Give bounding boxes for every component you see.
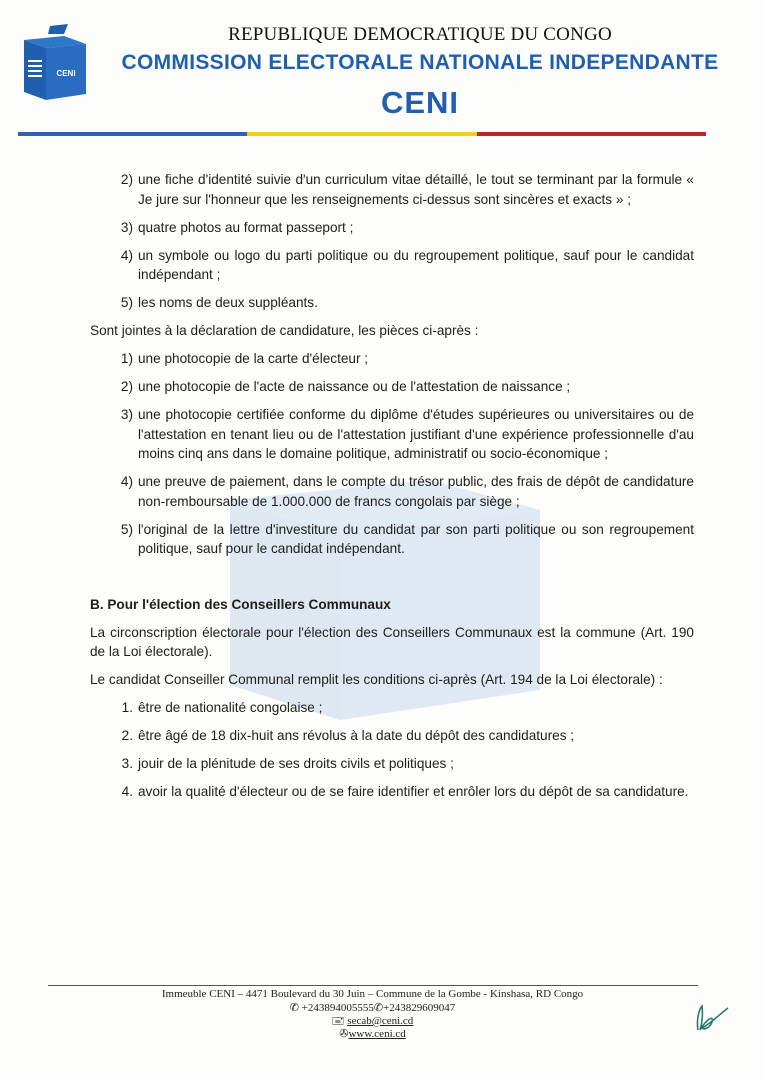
footer-address: Immeuble CENI – 4471 Boulevard du 30 Juin – Commune de la Gombe - Kinshasa, RD Congo	[161, 988, 584, 1000]
footer-email[interactable]: secab@ceni.cd	[347, 1015, 414, 1027]
list-item-text: une photocopie de l'acte de naissance ou de l'attestation de naissance ;	[138, 379, 571, 394]
list-item-text: être de nationalité congolaise ;	[138, 700, 323, 715]
condition-item	[90, 782, 694, 802]
candidature-item	[90, 246, 694, 285]
condition-item	[90, 726, 694, 746]
list-item-number: 5)	[120, 295, 133, 310]
conditions-list	[90, 698, 694, 802]
list-item-text: être âgé de 18 dix-huit ans révolus à la date du dépôt des candidatures ;	[138, 728, 575, 743]
joined-document-item	[90, 377, 694, 397]
joined-document-item	[90, 520, 694, 559]
list-item-number: 4)	[120, 474, 133, 489]
list-item-number: 3)	[120, 407, 133, 422]
footer-website[interactable]: www.ceni.cd	[348, 1028, 406, 1040]
list-item-number: 4)	[120, 247, 133, 263]
list-item-number: 2.	[121, 728, 133, 743]
list-item-number: 1.	[121, 700, 133, 715]
document-body	[90, 170, 694, 810]
joined-document-item	[90, 472, 694, 511]
list-item-text: avoir la qualité d'électeur ou de se faire identifier et enrôler lors du dépôt de sa candidature.	[138, 784, 689, 799]
section-b-paragraph-2: Le candidat Conseiller Communal remplit les conditions ci-après (Art. 194 de la Loi électorale) :	[90, 672, 663, 687]
flag-yellow-segment	[247, 132, 476, 136]
section-b-paragraph-1: La circonscription électorale pour l'élection des Conseillers Communaux est la commune (Art. 190 de la Loi électorale).	[90, 624, 694, 659]
ceni-logo	[20, 22, 90, 102]
commission-name: COMMISSION ELECTORALE NATIONALE INDEPENDANTE	[121, 51, 719, 74]
list-item-text: jouir de la plénitude de ses droits civils et politiques ;	[138, 756, 454, 771]
globe-icon: ✇	[339, 1028, 349, 1040]
candidature-item	[90, 218, 694, 238]
footer-web-line	[40, 1028, 705, 1042]
joined-document-item	[90, 349, 694, 369]
list-item-number: 3)	[120, 219, 133, 235]
handwritten-initials	[690, 1000, 732, 1036]
footer-divider	[48, 985, 698, 986]
mail-icon: 🖃	[331, 1015, 348, 1027]
candidature-items-list	[90, 170, 694, 313]
joined-document-item	[90, 405, 694, 464]
list-item-number: 3.	[121, 756, 133, 771]
list-item-text: quatre photos au format passeport ;	[138, 219, 354, 235]
country-name: REPUBLIQUE DEMOCRATIQUE DU CONGO	[228, 24, 612, 45]
candidature-item	[90, 293, 694, 313]
footer-phones: ✆ +243894005555✆+243829609047	[289, 1002, 456, 1014]
list-item-number: 5)	[120, 521, 133, 537]
list-item-number: 4.	[121, 784, 133, 799]
list-item-text: un symbole ou logo du parti politique ou du regroupement politique, sauf pour le candidat indépendant ;	[138, 247, 694, 282]
list-item-text: une photocopie certifiée conforme du diplôme d'études supérieures ou universitaires ou de l'attestation en tenant lieu ou de l'attestation justifiant d'une expérience professionnelle d'au moins cinq ans dans le domaine politique, administratif ou socio-économique ;	[138, 407, 694, 461]
commission-acronym: CENI	[380, 85, 460, 120]
list-item-number: 1)	[120, 351, 133, 366]
footer-email-line	[40, 1015, 705, 1029]
list-item-text: une preuve de paiement, dans le compte du trésor public, des frais de dépôt de candidature non-remboursable de 1.000.000 de francs congolais par siège ;	[138, 474, 694, 509]
condition-item	[90, 698, 694, 718]
flag-color-bar	[18, 132, 706, 136]
flag-blue-segment	[18, 132, 247, 136]
list-item-number: 2)	[120, 172, 133, 187]
flag-red-segment	[477, 132, 706, 136]
candidature-item	[90, 170, 694, 209]
list-item-text: une photocopie de la carte d'électeur ;	[138, 351, 369, 366]
list-item-text: les noms de deux suppléants.	[138, 295, 318, 310]
section-b-title: B. Pour l'élection des Conseillers Communaux	[90, 596, 391, 612]
list-item-number: 2)	[120, 379, 133, 394]
logo-label: CENI	[56, 69, 76, 78]
list-item-text: l'original de la lettre d'investiture du candidat par son parti politique ou son regroupement politique, sauf pour le candidat indépendant.	[138, 521, 694, 556]
list-item-text: une fiche d'identité suivie d'un curriculum vitae détaillé, le tout se terminant par la formule « Je jure sur l'honneur que les renseignements ci-dessus sont sincères et exacts » ;	[138, 172, 694, 207]
condition-item	[90, 754, 694, 774]
joined-documents-intro: Sont jointes à la déclaration de candidature, les pièces ci-après :	[90, 323, 479, 338]
joined-documents-list	[90, 349, 694, 559]
